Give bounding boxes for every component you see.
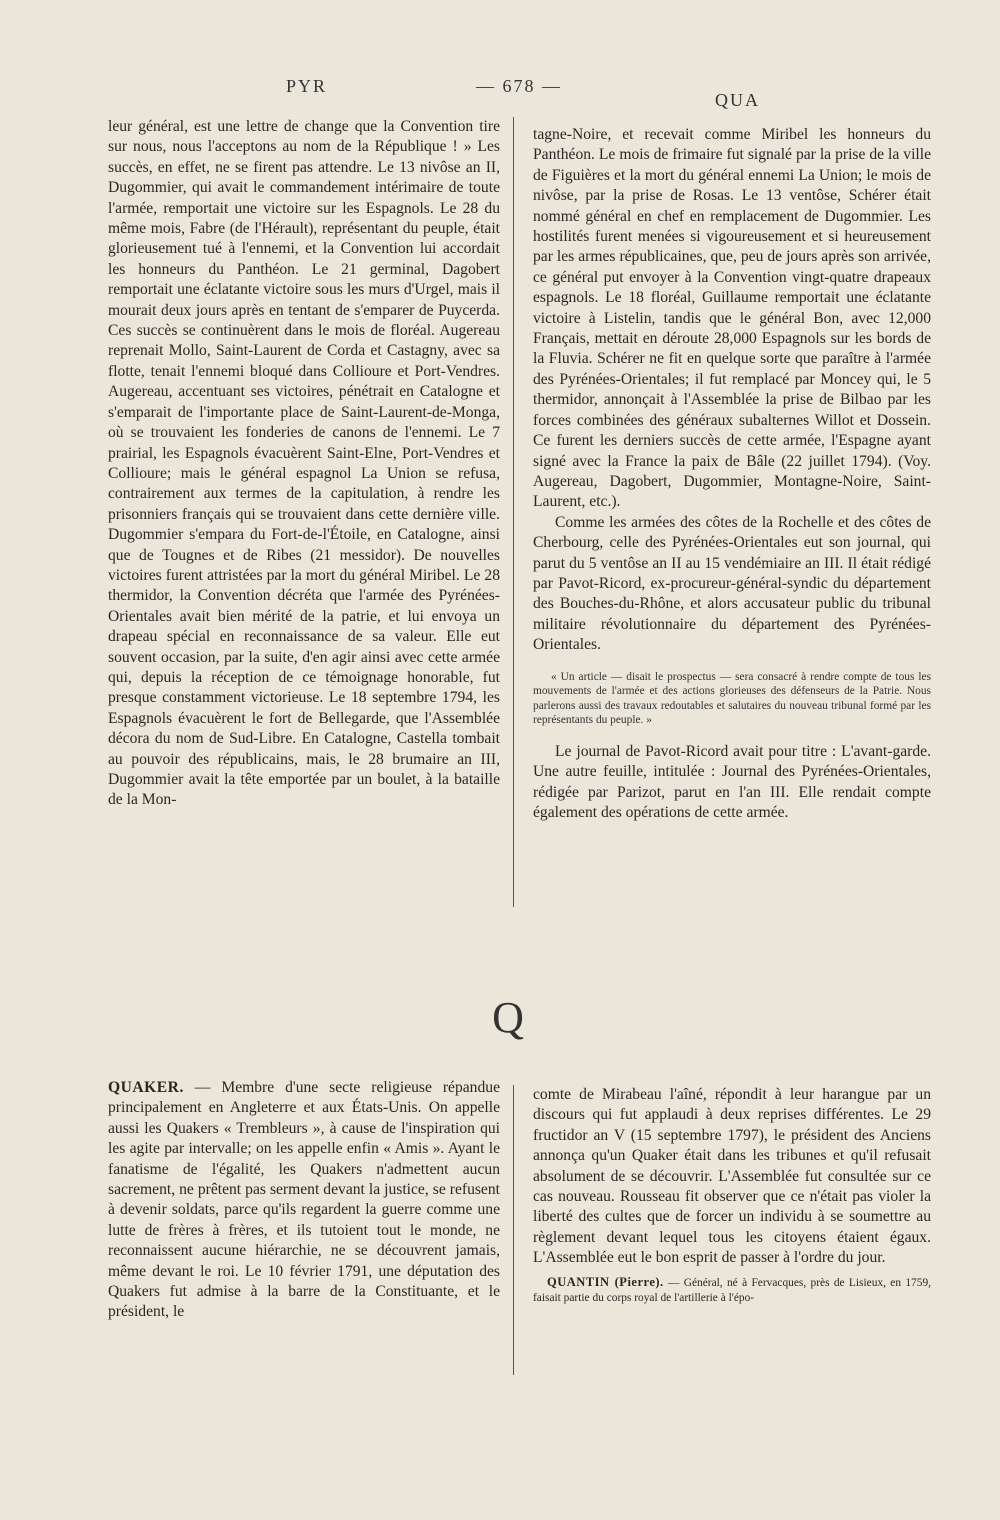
entry-quaker [108,1078,500,1323]
entry-quantin [533,1275,931,1306]
paragraph: tagne-Noire, et recevait comme Miribel les honneurs du Panthéon. Le mois de frimaire fut signalé par la prise de la ville de Figuières et la mort du général ennemi La Union; le mois de nivôse, par la prise de Rosas. Le 13 ventôse, Schérer était nommé général en chef en remplacement de Dugommier. Les hostilités furent menées si vigoureusement et si heureusement par les armes républicaines, que, peu de jours après son arrivée, ce général put envoyer à la Convention vingt-quatre drapeaux espagnols. Le 18 floréal, Guillaume remportait une éclatante victoire à Listelin, tandis que le général Bon, avec 12,000 Français, mettait en déroute 28,000 Espagnols sur les bords de la Fluvia. Schérer ne fit en quelque sorte que paraître à l'armée des Pyrénées-Orientales; il fut remplacé par Moncey qui, le 5 thermidor, annonçait à l'Assemblée la prise de Bilbao par les forces combinées des généraux subalternes Willot et Dossein. Ce furent les derniers succès de cette armée, l'Espagne ayant signé avec la France la paix de Bâle (22 juillet 1794). (Voy. Augereau, Dagobert, Dugommier, Montagne-Noire, Saint-Laurent, etc.). [533,126,931,511]
paragraph: Comme les armées des côtes de la Rochelle et des côtes de Cherbourg, celle des Pyrénées-Orientales eut son journal, qui parut du 5 ventôse an II au 15 vendémiaire an III. Il était rédigé par Pavot-Ricord, ex-procureur-général-syndic du département des Bouches-du-Rhône, et alors accusateur public du tribunal militaire révolutionnaire du département des Pyrénées-Orientales. [533,513,931,654]
entry-heading: QUANTIN (Pierre). [547,1274,664,1289]
paragraph: comte de Mirabeau l'aîné, répondit à leur harangue par un discours qui fut applaudi à deux reprises différentes. Le 29 fructidor an V (15 septembre 1797), le président des Anciens annonça qu'un Quaker était dans les tribunes et qu'il refusait absolument de se découvrir. L'Assemblée fut consultée sur ce cas nouveau. Rousseau fit observer que ce n'était pas violer la liberté des cultes que de forcer un individu à se soumettre au règlement devant lequel tous les citoyens étaient égaux. L'Assemblée eut le bon esprit de passer à l'ordre du jour. [533,1086,931,1267]
bottom-left-column [108,1078,500,1388]
running-head-left: PYR [286,76,328,96]
column-divider-top [513,117,514,907]
running-head-right: QUA [715,90,760,110]
paragraph: leur général, est une lettre de change que la Convention tire sur nous, nous l'acceptons au nom de la République ! » Les succès, en effet, ne se firent pas attendre. Le 13 nivôse an II, Dugommier, qui avait le commandement intérimaire de toute l'armée, remportait une victoire sur les Espagnols. Le 28 du même mois, Fabre (de l'Hérault), représentant du peuple, était glorieusement tué à l'ennemi, et la Convention lui accordait les honneurs du Panthéon. Le 21 germinal, Dagobert remportait une éclatante victoire sous les murs d'Urgel, mais il mourait deux jours après en tentant de s'emparer de Puycerda. Ces succès se continuèrent dans le mois de floréal. Augereau reprenait Mollo, Saint-Laurent de Corda et Castagny, avec sa flotte, tenait l'ennemi bloqué dans Collioure et Port-Vendres. Augereau, accentuant ses victoires, pénétrait en Catalogne et s'emparait de l'importante place de Saint-Laurent-de-Monga, où se trouvaient les fonderies de canons de l'ennemi. Le 7 prairial, les Espagnols évacuèrent Saint-Elne, Port-Vendres et Collioure; mais le général espagnol La Union se refusa, contrairement aux termes de la capitulation, à rendre les prisonniers français qui se trouvaient dans cette dernière ville. Dugommier s'empara du Fort-de-l'Étoile, en Catalogne, ainsi que de Tougnes et de Ribes (21 messidor). De nouvelles victoires furent attristées par la mort du général Miribel. Le 28 thermidor, la Convention décréta que l'armée des Pyrénées-Orientales avait bien mérité de la patrie, et lui envoya un drapeau spécial en reconnaissance de sa valeur. Elle eut souvent occasion, par la suite, d'en agir ainsi avec cette armée qui, depuis la réception de ce témoignage honorable, fut presque constamment victorieuse. Le 18 septembre 1794, les Espagnols évacuèrent le fort de Bellegarde, que l'Assemblée décora du nom de Sud-Libre. En Catalogne, Castella tombait au pouvoir des républicains, mais, le 28 brumaire an III, Dugommier avait la tête emportée par un boulet, à la bataille de la Mon- [108,118,500,809]
paragraph: Le journal de Pavot-Ricord avait pour titre : L'avant-garde. Une autre feuille, intitulée : Journal des Pyrénées-Orientales, rédigée par Parizot, parut en l'an III. Elle rendait compte également des opérations de cette armée. [533,742,931,822]
column-divider-bottom [513,1085,514,1375]
page-number: — 678 — [476,76,562,96]
entry-text: — Général, né à Fervacques, près de Lisieux, en 1759, faisait partie du corps royal de l'artillerie à l'épo- [533,1276,931,1304]
quotation: « Un article — disait le prospectus — sera consacré à rendre compte de tous les mouvements de l'armée et des actions glorieuses des défenseurs de la Patrie. Nous parlerons aussi des travaux redoutables et salutaires du nouveau tribunal formé par les représentants du peuple. » [533,670,931,727]
entry-text: — Membre d'une secte religieuse répandue principalement en Angleterre et aux États-Unis. On appelle aussi les Quakers « Trembleurs », à cause de l'inspiration qui les agite par intervalle; on les appelle enfin « Amis ». Ayant le fanatisme de l'égalité, les Quakers n'admettent aucun sacrement, ne prêtent pas serment devant la justice, se refusent à devenir soldats, parce qu'ils regardent la guerre comme une lutte de frères à frères, et ils tutoient tout le monde, ne reconnaissent aucune hiérarchie, ne se découvrent jamais, même devant le roi. Le 10 février 1791, une députation des Quakers fut admise à la barre de la Constituante, et le président, le [108,1079,500,1321]
top-right-column [533,125,931,915]
top-left-column [108,117,500,907]
bottom-right-column [533,1085,931,1385]
section-letter: Q [492,993,524,1042]
entry-heading: QUAKER. [108,1079,184,1096]
